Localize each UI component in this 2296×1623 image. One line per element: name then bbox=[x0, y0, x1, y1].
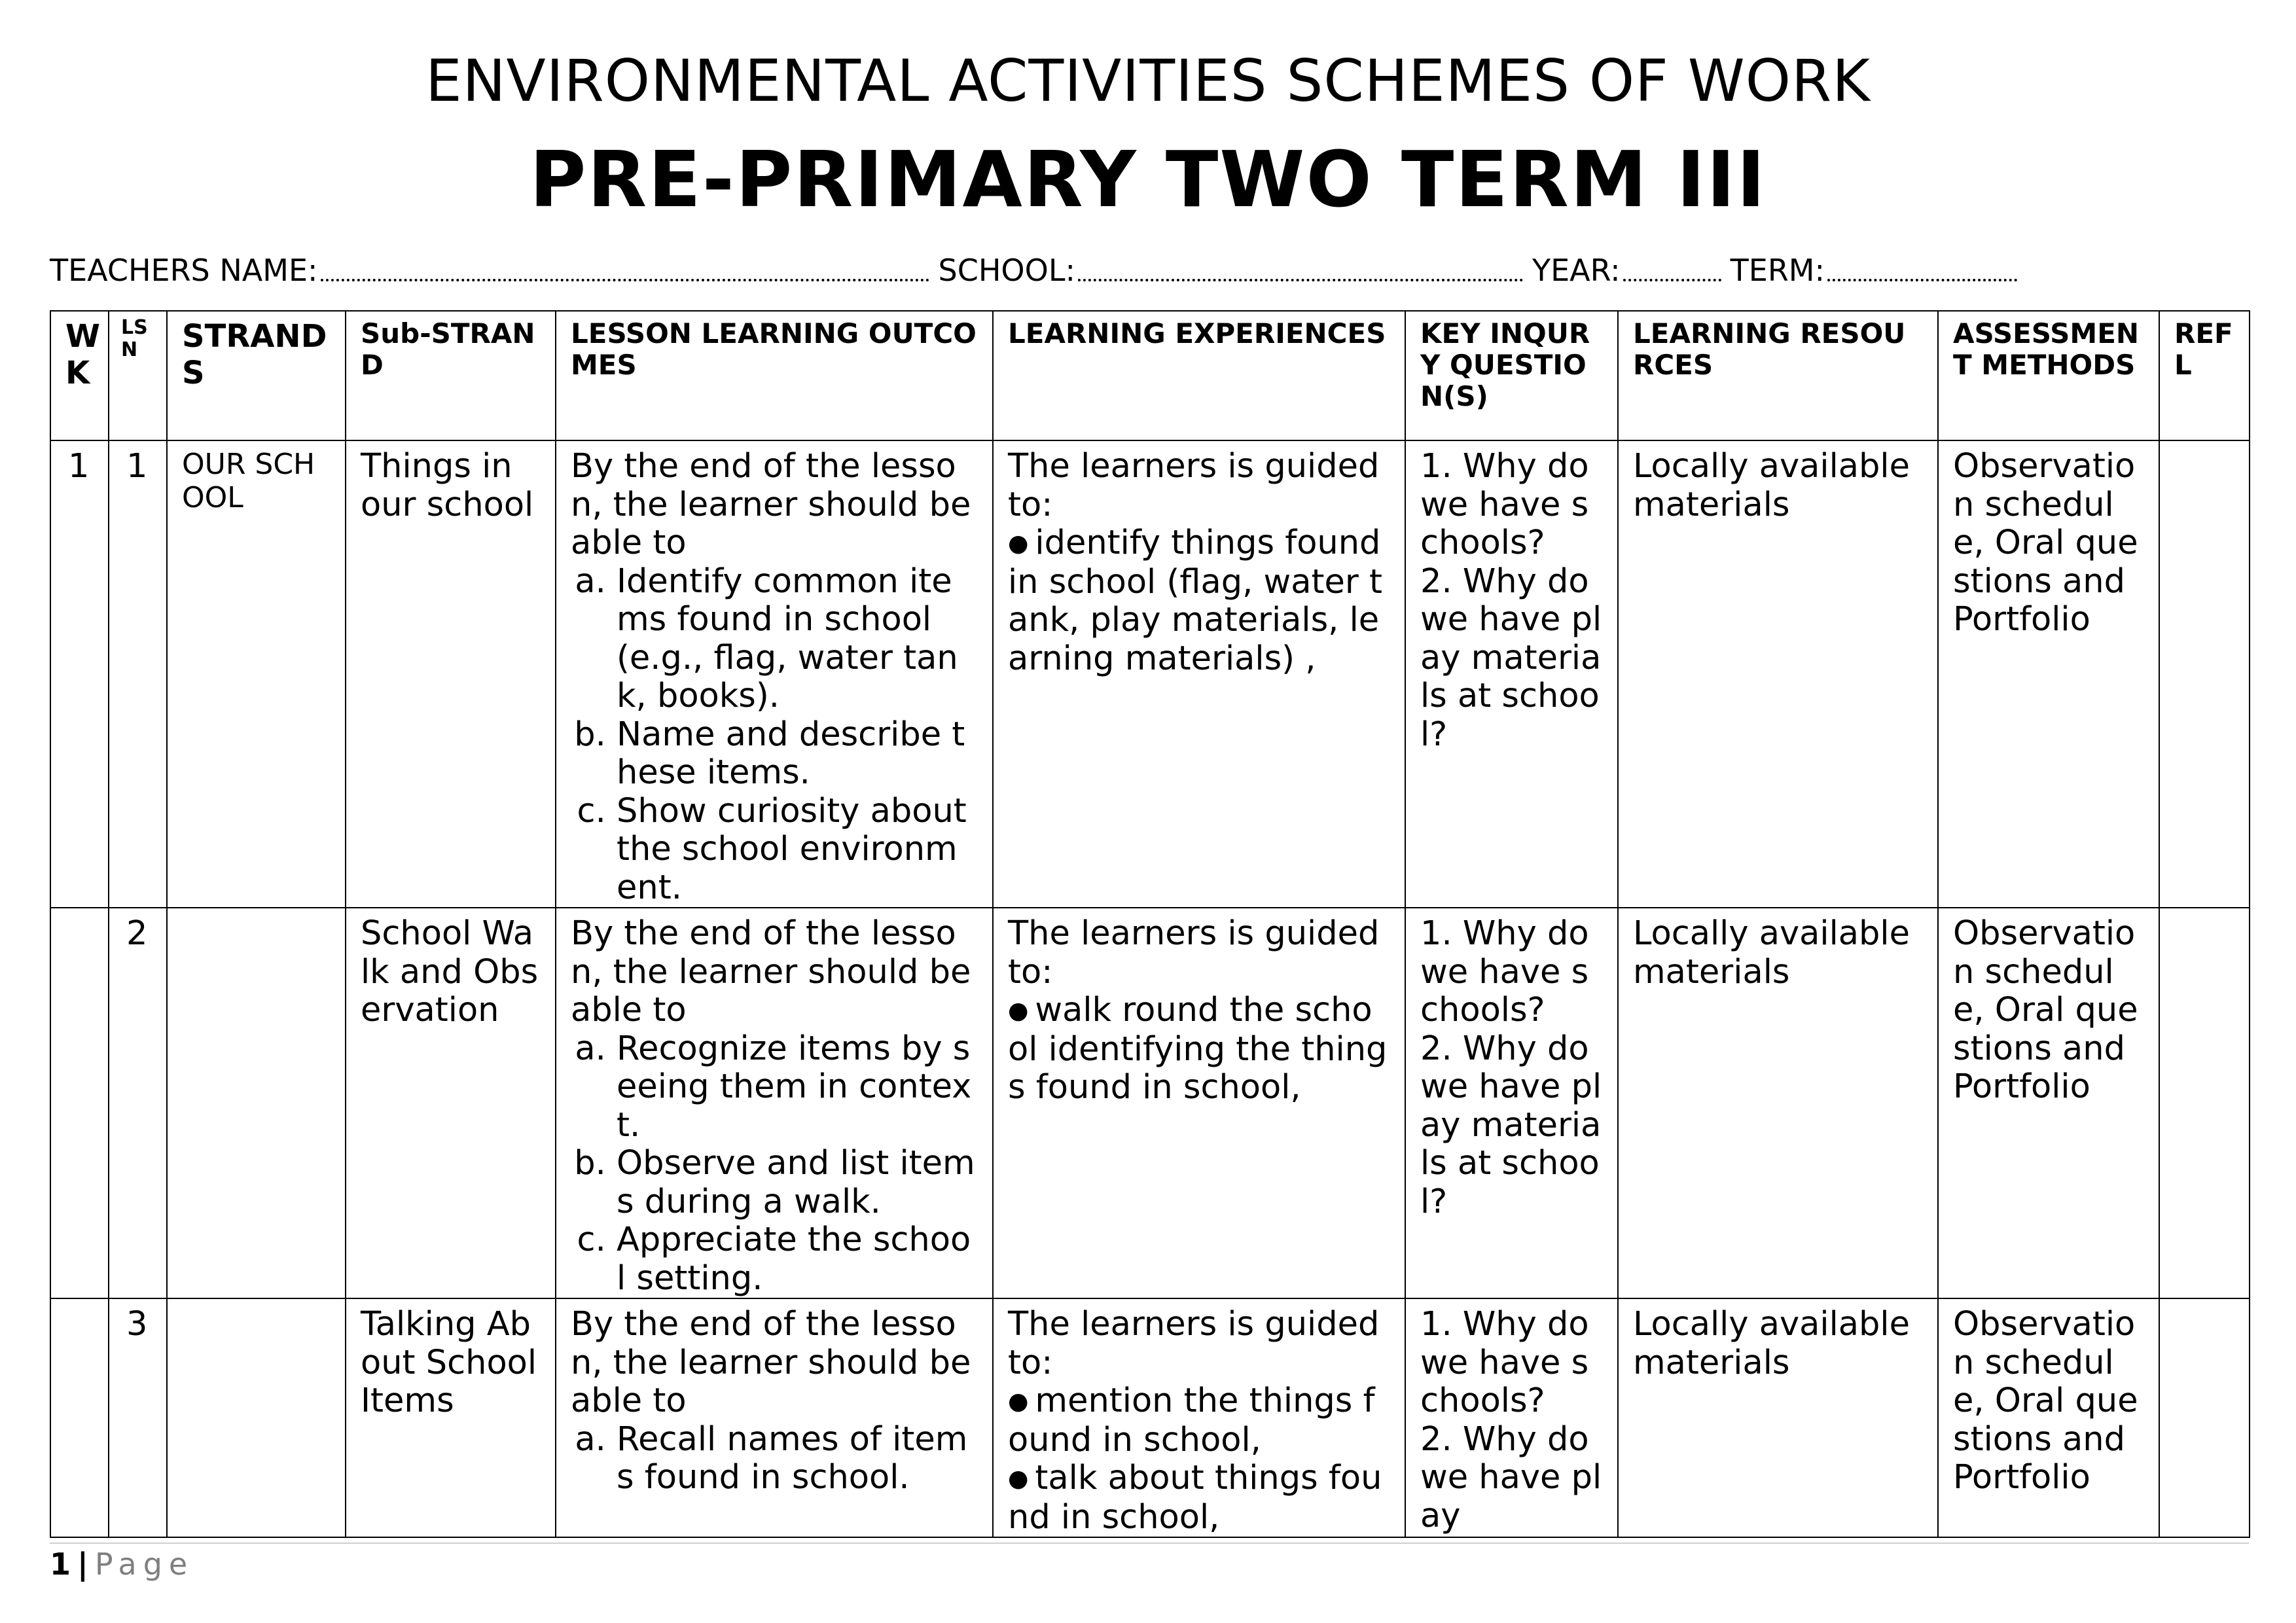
term-field[interactable] bbox=[1827, 279, 2017, 281]
experience-text: talk about things found in school, bbox=[1008, 1459, 1382, 1537]
substrand-cell: Talking About School Items bbox=[346, 1298, 556, 1537]
experiences-cell bbox=[993, 440, 1405, 908]
experience-text: mention the things found in school, bbox=[1008, 1382, 1375, 1459]
outcome-item: a. Identify common items found in school (e.g., flag, water tank, books). bbox=[617, 563, 978, 716]
inquiry-question: 1. Why do we have schools? bbox=[1420, 447, 1589, 562]
page-footer bbox=[50, 1544, 194, 1584]
outcome-intro: By the end of the lesson, the learner should be able to bbox=[571, 914, 971, 1029]
teacher-info-line bbox=[50, 249, 2246, 288]
experience-item bbox=[1008, 524, 1390, 678]
strand-cell: OUR SCHOOL bbox=[167, 440, 346, 908]
header-assessment: ASSESSMENT METHODS bbox=[1938, 311, 2159, 440]
outcomes-cell bbox=[556, 1298, 993, 1537]
outcome-item: a. Recognize items by seeing them in context. bbox=[617, 1030, 978, 1145]
outcome-item: c. Show curiosity about the school environment. bbox=[617, 793, 978, 908]
header-experiences: LEARNING EXPERIENCES bbox=[993, 311, 1405, 440]
week-cell bbox=[50, 1298, 109, 1537]
document-subtitle: PRE-PRIMARY TWO TERM III bbox=[529, 134, 1767, 224]
table-row bbox=[50, 440, 2250, 908]
bullet-icon bbox=[1008, 524, 1035, 562]
resources-cell: Locally available materials bbox=[1618, 1298, 1938, 1537]
outcome-list bbox=[571, 1030, 978, 1298]
term-label: TERM: bbox=[1730, 253, 1825, 288]
resources-cell: Locally available materials bbox=[1618, 908, 1938, 1298]
year-field[interactable] bbox=[1623, 279, 1721, 281]
week-cell: 1 bbox=[50, 440, 109, 908]
outcome-intro: By the end of the lesson, the learner should be able to bbox=[571, 447, 971, 562]
lesson-cell: 3 bbox=[109, 1298, 167, 1537]
page-label: Page bbox=[94, 1546, 194, 1582]
inquiry-cell bbox=[1405, 908, 1618, 1298]
header-resources: LEARNING RESOURCES bbox=[1618, 311, 1938, 440]
header-lsn: LSN bbox=[109, 311, 167, 440]
experiences-cell bbox=[993, 908, 1405, 1298]
reflection-cell bbox=[2159, 1298, 2250, 1537]
reflection-cell bbox=[2159, 440, 2250, 908]
bullet-icon bbox=[1008, 1382, 1035, 1420]
experiences-cell bbox=[993, 1298, 1405, 1537]
bullet-icon bbox=[1008, 991, 1035, 1029]
assessment-cell: Observation schedule, Oral questions and Portfolio bbox=[1938, 440, 2159, 908]
inquiry-cell bbox=[1405, 440, 1618, 908]
outcome-item: b. Name and describe these items. bbox=[617, 716, 978, 793]
lesson-cell: 2 bbox=[109, 908, 167, 1298]
experience-item bbox=[1008, 1382, 1390, 1459]
document-title: ENVIRONMENTAL ACTIVITIES SCHEMES OF WORK bbox=[425, 47, 1871, 115]
table-row bbox=[50, 908, 2250, 1298]
strand-cell bbox=[167, 1298, 346, 1537]
header-outcomes: LESSON LEARNING OUTCOMES bbox=[556, 311, 993, 440]
header-wk: WK bbox=[50, 311, 109, 440]
experience-intro: The learners is guided to: bbox=[1008, 1305, 1380, 1382]
lesson-cell: 1 bbox=[109, 440, 167, 908]
header-refl: REFL bbox=[2159, 311, 2250, 440]
inquiry-question: 2. Why do we have play materials at school? bbox=[1420, 1029, 1602, 1221]
teacher-name-label: TEACHERS NAME: bbox=[50, 253, 318, 288]
outcome-item: a. Recall names of items found in school. bbox=[617, 1421, 978, 1497]
footer-separator: | bbox=[77, 1546, 88, 1582]
experience-text: walk round the school identifying the things found in school, bbox=[1008, 991, 1388, 1107]
inquiry-cell bbox=[1405, 1298, 1618, 1537]
experience-item bbox=[1008, 991, 1390, 1107]
year-label: YEAR: bbox=[1532, 253, 1621, 288]
outcome-item: c. Appreciate the school setting. bbox=[617, 1221, 978, 1298]
outcome-item: b. Observe and list items during a walk. bbox=[617, 1145, 978, 1221]
bullet-icon bbox=[1008, 1459, 1035, 1497]
header-inquiry: KEY INQURY QUESTION(S) bbox=[1405, 311, 1618, 440]
inquiry-question: 2. Why do we have play materials at school? bbox=[1420, 562, 1602, 754]
assessment-cell: Observation schedule, Oral questions and Portfolio bbox=[1938, 908, 2159, 1298]
header-substrand: Sub-STRAND bbox=[346, 311, 556, 440]
outcome-list bbox=[571, 1421, 978, 1497]
footer-divider bbox=[50, 1543, 2249, 1544]
experience-item bbox=[1008, 1459, 1390, 1537]
experience-intro: The learners is guided to: bbox=[1008, 447, 1380, 524]
substrand-cell: School Walk and Observation bbox=[346, 908, 556, 1298]
reflection-cell bbox=[2159, 908, 2250, 1298]
experience-intro: The learners is guided to: bbox=[1008, 914, 1380, 991]
experience-text: identify things found in school (flag, water tank, play materials, learning materials) , bbox=[1008, 524, 1383, 678]
assessment-cell: Observation schedule, Oral questions and Portfolio bbox=[1938, 1298, 2159, 1537]
outcomes-cell bbox=[556, 440, 993, 908]
table-row bbox=[50, 1298, 2250, 1537]
outcomes-cell bbox=[556, 908, 993, 1298]
page-number: 1 bbox=[50, 1546, 71, 1582]
header-strands: STRANDS bbox=[167, 311, 346, 440]
outcome-list bbox=[571, 563, 978, 908]
resources-cell: Locally available materials bbox=[1618, 440, 1938, 908]
header-row bbox=[50, 311, 2250, 440]
school-field[interactable] bbox=[1078, 279, 1523, 281]
schemes-of-work-table bbox=[50, 310, 2250, 1538]
inquiry-question: 2. Why do we have play bbox=[1420, 1419, 1602, 1535]
week-cell bbox=[50, 908, 109, 1298]
outcome-intro: By the end of the lesson, the learner should be able to bbox=[571, 1305, 971, 1420]
teacher-name-field[interactable] bbox=[321, 279, 929, 281]
substrand-cell: Things in our school bbox=[346, 440, 556, 908]
school-label: SCHOOL: bbox=[938, 253, 1075, 288]
inquiry-question: 1. Why do we have schools? bbox=[1420, 1305, 1589, 1420]
strand-cell bbox=[167, 908, 346, 1298]
inquiry-question: 1. Why do we have schools? bbox=[1420, 914, 1589, 1029]
